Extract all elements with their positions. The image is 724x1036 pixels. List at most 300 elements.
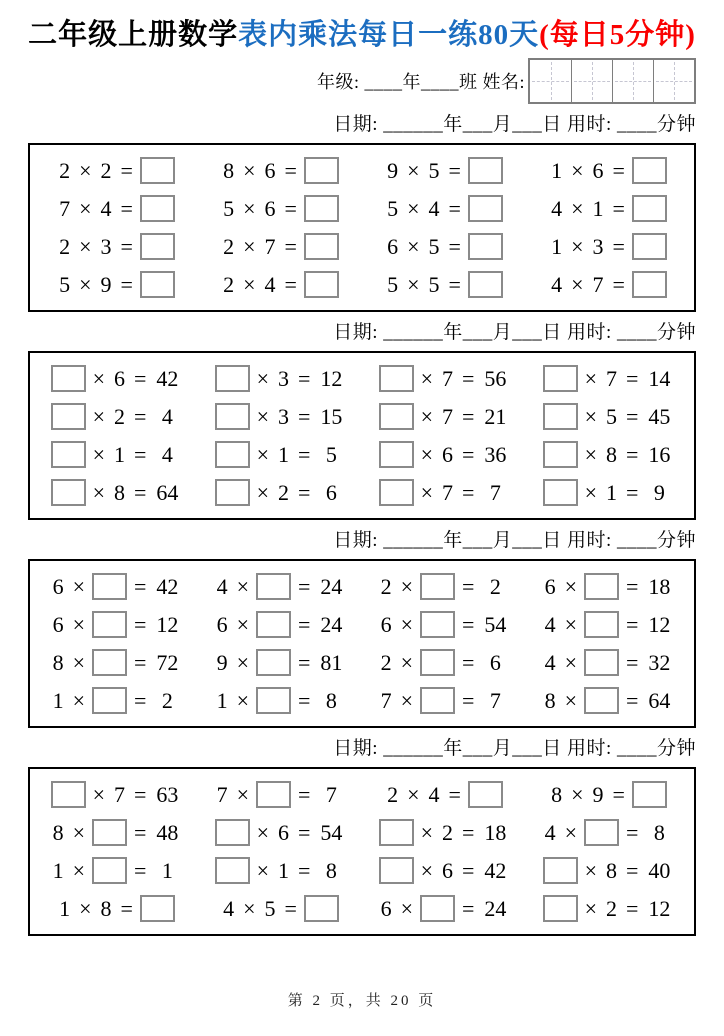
answer-box[interactable] <box>140 157 175 184</box>
operand: 2 <box>606 895 617 921</box>
operand: 4 <box>428 781 440 807</box>
multiply-sign: × <box>92 781 105 807</box>
multiply-sign: × <box>79 895 92 921</box>
equals-sign: = <box>134 611 147 637</box>
answer-box[interactable] <box>215 479 250 506</box>
equals-sign: = <box>626 687 639 713</box>
answer-box[interactable] <box>379 819 414 846</box>
operand: 1 <box>592 195 604 221</box>
operand: 1 <box>114 441 125 467</box>
answer-box[interactable] <box>51 403 86 430</box>
equals-sign: = <box>626 649 639 675</box>
result: 45 <box>648 403 671 429</box>
problem <box>34 232 198 261</box>
multiply-sign: × <box>243 157 256 183</box>
operand: 2 <box>223 233 235 259</box>
multiply-sign: × <box>407 271 420 297</box>
equals-sign: = <box>134 649 147 675</box>
problem <box>526 194 690 223</box>
answer-box[interactable] <box>543 479 578 506</box>
multiply-sign: × <box>584 365 597 391</box>
result: 81 <box>320 649 343 675</box>
result: 8 <box>653 819 665 845</box>
answer-box[interactable] <box>420 687 455 714</box>
problem <box>362 440 526 469</box>
answer-box[interactable] <box>468 233 503 260</box>
result: 24 <box>320 611 343 637</box>
operand: 9 <box>592 781 604 807</box>
answer-box[interactable] <box>304 233 339 260</box>
result: 12 <box>320 365 343 391</box>
equals-sign: = <box>298 819 311 845</box>
name-grid-cell[interactable] <box>653 60 694 102</box>
multiply-sign: × <box>236 611 249 637</box>
problem <box>198 894 362 923</box>
equals-sign: = <box>134 441 147 467</box>
multiply-sign: × <box>72 857 85 883</box>
answer-box[interactable] <box>140 895 175 922</box>
answer-box[interactable] <box>256 649 291 676</box>
operand: 7 <box>114 781 125 807</box>
equals-sign: = <box>284 157 297 183</box>
answer-box[interactable] <box>92 819 127 846</box>
result: 42 <box>156 573 179 599</box>
result: 9 <box>653 479 665 505</box>
equals-sign: = <box>298 857 311 883</box>
answer-box[interactable] <box>92 857 127 884</box>
answer-box[interactable] <box>92 687 127 714</box>
operand: 6 <box>380 895 392 921</box>
multiply-sign: × <box>79 271 92 297</box>
operand: 4 <box>264 271 276 297</box>
problem <box>526 572 690 601</box>
answer-box[interactable] <box>468 271 503 298</box>
equals-sign: = <box>626 611 639 637</box>
equals-sign: = <box>134 365 147 391</box>
operand: 9 <box>100 271 112 297</box>
problem <box>34 610 198 639</box>
multiply-sign: × <box>420 365 433 391</box>
multiply-sign: × <box>236 687 249 713</box>
answer-box[interactable] <box>51 479 86 506</box>
operand: 4 <box>544 649 556 675</box>
operand: 7 <box>380 687 392 713</box>
name-grid-cell[interactable] <box>530 60 571 102</box>
answer-box[interactable] <box>256 611 291 638</box>
operand: 2 <box>114 403 125 429</box>
multiply-sign: × <box>256 479 269 505</box>
problem <box>526 232 690 261</box>
problem <box>526 478 690 507</box>
result: 24 <box>484 895 507 921</box>
equals-sign: = <box>448 195 461 221</box>
problem <box>526 648 690 677</box>
problem <box>198 572 362 601</box>
name-grid-cell[interactable] <box>612 60 653 102</box>
problem <box>362 856 526 885</box>
answer-box[interactable] <box>140 271 175 298</box>
answer-box[interactable] <box>420 649 455 676</box>
answer-box[interactable] <box>304 895 339 922</box>
operand: 6 <box>52 611 64 637</box>
result: 5 <box>325 441 337 467</box>
result: 6 <box>489 649 501 675</box>
multiply-sign: × <box>256 441 269 467</box>
problem <box>362 232 526 261</box>
operand: 7 <box>606 365 617 391</box>
answer-box[interactable] <box>632 271 667 298</box>
equals-sign: = <box>612 195 625 221</box>
result: 8 <box>325 687 337 713</box>
answer-box[interactable] <box>584 573 619 600</box>
date-line-2: 日期: ______年___月___日 用时: ____分钟 <box>333 322 696 343</box>
problem <box>526 686 690 715</box>
student-info-label: 年级: ____年____班 姓名: <box>316 72 525 92</box>
problem <box>362 478 526 507</box>
operand: 2 <box>387 781 399 807</box>
answer-box[interactable] <box>304 271 339 298</box>
answer-box[interactable] <box>632 781 667 808</box>
equals-sign: = <box>298 441 311 467</box>
answer-box[interactable] <box>632 157 667 184</box>
answer-box[interactable] <box>215 403 250 430</box>
answer-box[interactable] <box>256 573 291 600</box>
worksheet-box-1 <box>28 143 696 312</box>
answer-box[interactable] <box>543 365 578 392</box>
result: 12 <box>648 611 671 637</box>
answer-box[interactable] <box>140 233 175 260</box>
problem <box>198 478 362 507</box>
result: 12 <box>648 895 671 921</box>
result: 18 <box>484 819 507 845</box>
equals-sign: = <box>626 479 639 505</box>
multiply-sign: × <box>72 687 85 713</box>
result: 4 <box>161 403 173 429</box>
operand: 7 <box>59 195 71 221</box>
equals-sign: = <box>462 649 475 675</box>
multiply-sign: × <box>571 157 584 183</box>
answer-box[interactable] <box>92 649 127 676</box>
multiply-sign: × <box>243 195 256 221</box>
result: 2 <box>161 687 173 713</box>
answer-box[interactable] <box>632 233 667 260</box>
multiply-sign: × <box>584 857 597 883</box>
problem <box>34 402 198 431</box>
operand: 8 <box>606 441 617 467</box>
operand: 9 <box>216 649 228 675</box>
operand: 5 <box>428 233 440 259</box>
equals-sign: = <box>284 895 297 921</box>
multiply-sign: × <box>571 271 584 297</box>
name-grid-cell[interactable] <box>571 60 612 102</box>
operand: 5 <box>428 271 440 297</box>
problem <box>362 194 526 223</box>
equals-sign: = <box>298 573 311 599</box>
page-number: 第 2 页，共 20 页 <box>287 993 437 1009</box>
equals-sign: = <box>612 781 625 807</box>
multiply-sign: × <box>400 895 413 921</box>
operand: 2 <box>442 819 453 845</box>
answer-box[interactable] <box>379 479 414 506</box>
multiply-sign: × <box>400 573 413 599</box>
result: 2 <box>489 573 501 599</box>
operand: 5 <box>428 157 440 183</box>
operand: 5 <box>387 271 399 297</box>
operand: 6 <box>592 157 604 183</box>
multiply-sign: × <box>420 819 433 845</box>
problem <box>526 894 690 923</box>
result: 64 <box>156 479 179 505</box>
result: 63 <box>156 781 179 807</box>
operand: 6 <box>52 573 64 599</box>
operand: 3 <box>278 365 289 391</box>
answer-box[interactable] <box>215 857 250 884</box>
problem <box>526 856 690 885</box>
result: 7 <box>489 479 501 505</box>
multiply-sign: × <box>407 195 420 221</box>
multiply-sign: × <box>92 441 105 467</box>
answer-box[interactable] <box>379 365 414 392</box>
operand: 2 <box>223 271 235 297</box>
operand: 4 <box>551 195 563 221</box>
answer-box[interactable] <box>256 781 291 808</box>
operand: 3 <box>100 233 112 259</box>
date-line-3: 日期: ______年___月___日 用时: ____分钟 <box>333 530 696 551</box>
result: 24 <box>320 573 343 599</box>
problem <box>34 440 198 469</box>
result: 32 <box>648 649 671 675</box>
operand: 8 <box>606 857 617 883</box>
problem <box>526 156 690 185</box>
operand: 6 <box>380 611 392 637</box>
equals-sign: = <box>462 611 475 637</box>
equals-sign: = <box>134 819 147 845</box>
multiply-sign: × <box>420 441 433 467</box>
multiply-sign: × <box>571 781 584 807</box>
answer-box[interactable] <box>584 649 619 676</box>
multiply-sign: × <box>236 781 249 807</box>
equals-sign: = <box>462 687 475 713</box>
answer-box[interactable] <box>215 441 250 468</box>
problem <box>34 478 198 507</box>
equals-sign: = <box>448 271 461 297</box>
answer-box[interactable] <box>584 819 619 846</box>
equals-sign: = <box>462 819 475 845</box>
multiply-sign: × <box>571 195 584 221</box>
answer-box[interactable] <box>468 781 503 808</box>
multiply-sign: × <box>420 403 433 429</box>
cell-guide-horizontal <box>574 81 610 82</box>
operand: 1 <box>551 233 563 259</box>
answer-box[interactable] <box>51 441 86 468</box>
equals-sign: = <box>626 819 639 845</box>
result: 1 <box>161 857 173 883</box>
equals-sign: = <box>298 687 311 713</box>
equals-sign: = <box>120 233 133 259</box>
problem <box>34 818 198 847</box>
answer-box[interactable] <box>215 365 250 392</box>
operand: 4 <box>428 195 440 221</box>
equals-sign: = <box>626 441 639 467</box>
multiply-sign: × <box>584 403 597 429</box>
multiply-sign: × <box>236 573 249 599</box>
operand: 8 <box>223 157 235 183</box>
problem <box>526 610 690 639</box>
operand: 1 <box>551 157 563 183</box>
answer-box[interactable] <box>92 573 127 600</box>
multiply-sign: × <box>420 857 433 883</box>
result: 64 <box>648 687 671 713</box>
answer-box[interactable] <box>256 687 291 714</box>
answer-box[interactable] <box>304 195 339 222</box>
equals-sign: = <box>134 781 147 807</box>
problem <box>34 364 198 393</box>
problem <box>198 440 362 469</box>
operand: 8 <box>114 479 125 505</box>
equals-sign: = <box>612 271 625 297</box>
answer-box[interactable] <box>420 611 455 638</box>
answer-box[interactable] <box>140 195 175 222</box>
equals-sign: = <box>626 573 639 599</box>
equals-sign: = <box>448 157 461 183</box>
equals-sign: = <box>462 573 475 599</box>
answer-box[interactable] <box>584 687 619 714</box>
operand: 1 <box>216 687 228 713</box>
answer-box[interactable] <box>543 895 578 922</box>
equals-sign: = <box>448 781 461 807</box>
answer-box[interactable] <box>468 157 503 184</box>
result: 40 <box>648 857 671 883</box>
problem <box>198 856 362 885</box>
problem <box>526 780 690 809</box>
equals-sign: = <box>462 479 475 505</box>
multiply-sign: × <box>243 271 256 297</box>
answer-box[interactable] <box>584 611 619 638</box>
problem <box>526 440 690 469</box>
multiply-sign: × <box>92 365 105 391</box>
answer-box[interactable] <box>51 781 86 808</box>
answer-box[interactable] <box>543 857 578 884</box>
result: 48 <box>156 819 179 845</box>
operand: 6 <box>544 573 556 599</box>
operand: 7 <box>264 233 276 259</box>
answer-box[interactable] <box>215 819 250 846</box>
student-info-row <box>28 58 696 104</box>
equals-sign: = <box>462 895 475 921</box>
result: 12 <box>156 611 179 637</box>
operand: 1 <box>52 857 64 883</box>
answer-box[interactable] <box>543 441 578 468</box>
answer-box[interactable] <box>379 403 414 430</box>
operand: 7 <box>216 781 228 807</box>
multiply-sign: × <box>400 687 413 713</box>
problem <box>198 270 362 299</box>
result: 8 <box>325 857 337 883</box>
problem <box>34 686 198 715</box>
operand: 1 <box>606 479 617 505</box>
operand: 9 <box>387 157 399 183</box>
problem <box>526 818 690 847</box>
equals-sign: = <box>626 403 639 429</box>
equals-sign: = <box>134 403 147 429</box>
result: 54 <box>484 611 507 637</box>
multiply-sign: × <box>564 687 577 713</box>
operand: 5 <box>264 895 276 921</box>
multiply-sign: × <box>256 403 269 429</box>
equals-sign: = <box>612 233 625 259</box>
page-title <box>28 12 696 53</box>
multiply-sign: × <box>72 819 85 845</box>
result: 72 <box>156 649 179 675</box>
equals-sign: = <box>284 271 297 297</box>
answer-box[interactable] <box>304 157 339 184</box>
equals-sign: = <box>298 479 311 505</box>
equals-sign: = <box>612 157 625 183</box>
equals-sign: = <box>626 857 639 883</box>
multiply-sign: × <box>79 195 92 221</box>
worksheet-page <box>0 12 724 936</box>
answer-box[interactable] <box>420 895 455 922</box>
multiply-sign: × <box>236 649 249 675</box>
result: 15 <box>320 403 343 429</box>
answer-box[interactable] <box>632 195 667 222</box>
multiply-sign: × <box>79 233 92 259</box>
problem <box>362 572 526 601</box>
cell-guide-horizontal <box>532 81 569 82</box>
operand: 6 <box>278 819 289 845</box>
multiply-sign: × <box>564 573 577 599</box>
problem <box>362 364 526 393</box>
answer-box[interactable] <box>92 611 127 638</box>
equals-sign: = <box>134 857 147 883</box>
multiply-sign: × <box>400 611 413 637</box>
multiply-sign: × <box>400 649 413 675</box>
problem <box>362 686 526 715</box>
operand: 2 <box>100 157 112 183</box>
operand: 6 <box>114 365 125 391</box>
result: 7 <box>489 687 501 713</box>
problem <box>198 364 362 393</box>
date-line-1: 日期: ______年___月___日 用时: ____分钟 <box>333 114 696 135</box>
operand: 6 <box>442 857 453 883</box>
problem <box>198 402 362 431</box>
result: 6 <box>325 479 337 505</box>
problem <box>34 156 198 185</box>
result: 42 <box>484 857 507 883</box>
answer-box[interactable] <box>51 365 86 392</box>
multiply-sign: × <box>72 611 85 637</box>
operand: 8 <box>52 649 64 675</box>
problem <box>362 648 526 677</box>
answer-box[interactable] <box>468 195 503 222</box>
multiply-sign: × <box>564 819 577 845</box>
answer-box[interactable] <box>420 573 455 600</box>
answer-box[interactable] <box>379 857 414 884</box>
multiply-sign: × <box>92 403 105 429</box>
answer-box[interactable] <box>379 441 414 468</box>
answer-box[interactable] <box>543 403 578 430</box>
result: 56 <box>484 365 507 391</box>
problem <box>34 270 198 299</box>
title-part-blue: 表内乘法每日一练80天 <box>238 19 540 51</box>
worksheet-box-2 <box>28 351 696 520</box>
name-grid[interactable] <box>528 58 696 104</box>
problem <box>198 610 362 639</box>
operand: 5 <box>59 271 71 297</box>
problem <box>198 818 362 847</box>
operand: 6 <box>442 441 453 467</box>
operand: 4 <box>544 611 556 637</box>
